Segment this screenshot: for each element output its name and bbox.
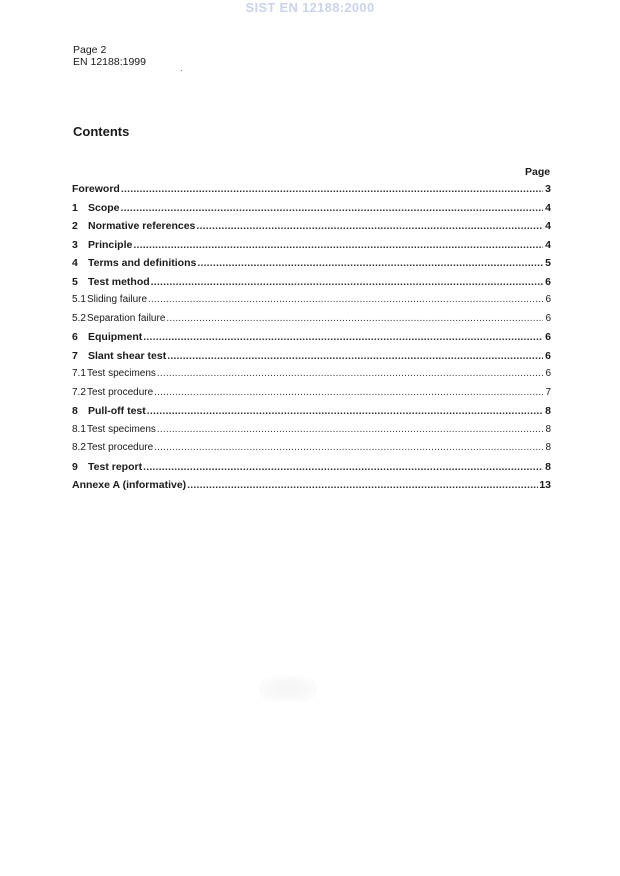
dot-leader — [121, 199, 543, 218]
toc-entry-number: 8.1 — [72, 423, 86, 435]
toc-entry-number: 8.2 — [72, 442, 86, 453]
toc-entry-page: 13 — [539, 479, 551, 491]
toc-entry — [72, 217, 551, 236]
toc-entry — [72, 291, 551, 310]
dot-leader — [166, 310, 543, 329]
toc-entry-number: 7.2 — [72, 386, 86, 398]
standard-id: EN 12188:1999 — [73, 56, 146, 68]
toc-entry-page: 5 — [545, 257, 551, 269]
toc-entry — [72, 273, 551, 292]
toc-entry-title: Equipment — [88, 331, 143, 343]
toc-entry-title: Normative references — [88, 220, 196, 232]
toc-entry-number: 5.2 — [72, 312, 86, 324]
toc-entry — [72, 236, 551, 255]
toc-entry-title: Terms and definitions — [88, 257, 197, 269]
toc-entry — [72, 199, 551, 218]
toc-entry-title: Test specimens — [87, 368, 156, 379]
dot-leader — [157, 421, 543, 440]
toc-entry-page: 6 — [545, 349, 551, 362]
toc-entry — [72, 421, 551, 440]
toc-entry — [72, 384, 551, 403]
toc-entry — [72, 458, 551, 477]
scan-smudge — [258, 676, 318, 702]
toc-entry-number: 4 — [72, 257, 78, 269]
page-column-label: Page — [525, 166, 551, 178]
toc-entry-page: 4 — [545, 201, 551, 214]
scan-speck — [181, 70, 182, 71]
dot-leader — [133, 236, 543, 255]
dot-leader — [147, 402, 543, 421]
toc-entry — [72, 402, 551, 421]
toc-entry-page: 4 — [545, 238, 551, 251]
toc-entry-title: Slant shear test — [88, 349, 167, 362]
toc-entry-number: 7.1 — [72, 368, 86, 379]
toc-entry-page: 6 — [545, 294, 551, 305]
dot-leader — [157, 365, 543, 384]
toc-entry-title: Test procedure — [87, 386, 154, 398]
toc-entry-page: 3 — [545, 183, 551, 195]
toc-entry — [72, 254, 551, 273]
dot-leader — [148, 291, 543, 310]
contents-heading: Contents — [73, 124, 130, 139]
toc-entry-page: 8 — [545, 405, 551, 417]
watermark: SIST EN 12188:2000 — [245, 0, 375, 15]
page-number: Page 2 — [73, 44, 107, 56]
toc-entry-number: 8 — [72, 405, 78, 417]
toc-entry — [72, 347, 551, 366]
dot-leader — [167, 347, 543, 366]
toc-entry-title: Test procedure — [87, 442, 154, 453]
toc-entry-title: Scope — [88, 201, 120, 214]
toc-entry-number: 9 — [72, 460, 78, 473]
toc-entry-title: Test specimens — [87, 423, 156, 435]
toc-entry — [72, 310, 551, 329]
toc-entry-page: 6 — [545, 368, 551, 379]
toc-entry-page: 6 — [545, 312, 551, 324]
toc-entry-number: 3 — [72, 238, 78, 251]
table-of-contents — [72, 180, 551, 495]
toc-entry-page: 8 — [545, 442, 551, 453]
toc-entry-title: Sliding failure — [87, 294, 148, 305]
toc-entry-page: 8 — [545, 423, 551, 435]
toc-entry-title: Test method — [88, 275, 150, 288]
dot-leader — [151, 273, 543, 292]
dot-leader — [121, 180, 543, 199]
toc-entry-number: 6 — [72, 331, 78, 343]
toc-entry-page: 8 — [545, 460, 551, 473]
toc-entry-title: Annexe A (informative) — [72, 479, 187, 491]
dot-leader — [143, 328, 543, 347]
toc-entry-number: 2 — [72, 220, 78, 232]
toc-entry-title: Separation failure — [87, 312, 166, 324]
dot-leader — [154, 384, 543, 403]
toc-entry — [72, 476, 551, 495]
toc-entry-number: 5 — [72, 275, 78, 288]
dot-leader — [196, 217, 543, 236]
toc-entry-title: Principle — [88, 238, 133, 251]
toc-entry — [72, 439, 551, 458]
dot-leader — [197, 254, 543, 273]
dot-leader — [143, 458, 543, 477]
toc-entry-page: 4 — [545, 220, 551, 232]
toc-entry-number: 1 — [72, 201, 78, 214]
toc-entry-page: 6 — [545, 331, 551, 343]
dot-leader — [154, 439, 543, 458]
toc-entry — [72, 365, 551, 384]
toc-entry-page: 7 — [545, 386, 551, 398]
toc-entry-number: 7 — [72, 349, 78, 362]
toc-entry-number: 5.1 — [72, 294, 86, 305]
toc-entry — [72, 180, 551, 199]
toc-entry-title: Pull-off test — [88, 405, 146, 417]
page-header — [73, 44, 146, 68]
toc-entry-title: Test report — [88, 460, 143, 473]
toc-entry — [72, 328, 551, 347]
toc-entry-page: 6 — [545, 275, 551, 288]
dot-leader — [187, 476, 538, 495]
toc-entry-title: Foreword — [72, 183, 120, 195]
